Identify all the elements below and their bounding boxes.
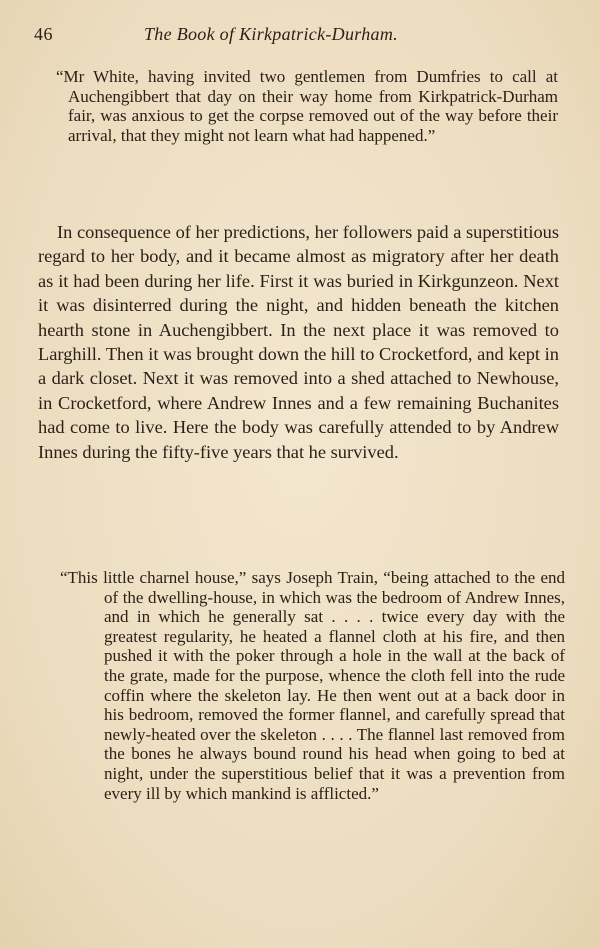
page-header (34, 24, 554, 50)
body-paragraph: In consequence of her predictions, her followers paid a superstitious regard to her body, and it became almost as migratory after her death as it had been during her life. First it was buried in Kirkgunzeon. Next it was disinterred during the night, and hidden beneath the kitchen hearth stone in Auchengibbert. In the next place it was removed to Larghill. Then it was brought down the hill to Crocketford, and kept in a dark closet. Next it was removed into a shed attached to Newhouse, in Crocketford, where Andrew Innes and a few remaining Buchanites had come to live. Here the body was carefully attended to by Andrew Innes during the fifty-five years that he survived. (38, 222, 559, 462)
block-quote-white: “Mr White, having invited two gentlemen from Dumfries to call at Auchengibbert that day on their way home from Kirkpatrick-Durham fair, was anxious to get the corpse removed out of the way before their arrival, that they might not learn what had happened.” (56, 67, 558, 145)
running-title: The Book of Kirkpatrick-Durham. (144, 24, 398, 44)
block-quote-train: “This little charnel house,” says Joseph Train, “being attached to the end of the dwelling-house, in which was the bedroom of Andrew Innes, and in which he generally sat . . . . twice every day with the greatest regularity, he heated a flannel cloth at his fire, and then pushed it with the poker through a hole in the wall at the back of the grate, made for the purpose, whence the cloth fell into the rude coffin where the skeleton lay. He then went out at a back door in his bedroom, removed the former flannel, and carefully spread that newly-heated over the skeleton . . . . The flannel last removed from the bones he always bound round his head when going to bed at night, under the superstitious belief that it was a prevention from every ill by which mankind is afflicted.” (60, 568, 565, 803)
page-number: 46 (34, 24, 53, 44)
